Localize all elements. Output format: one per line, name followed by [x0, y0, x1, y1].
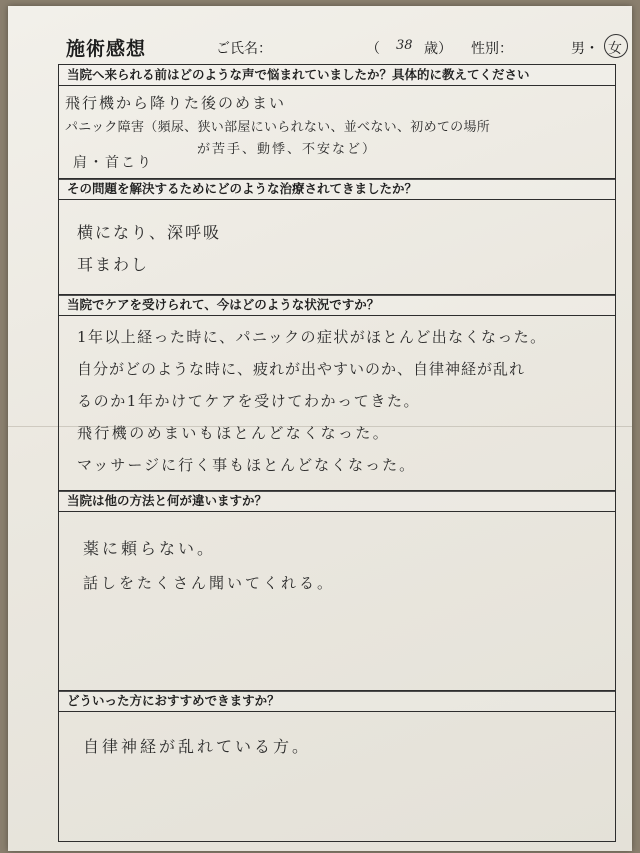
answer-line: 横になり、深呼吸 [77, 223, 222, 242]
answer-line: が苦手、動悸、不安など） [197, 142, 378, 157]
answer-line: 耳まわし [77, 255, 150, 274]
name-label: ご氏名： [216, 41, 272, 57]
answer-line: マッサージに行く事もほとんどなくなった。 [77, 456, 417, 474]
section-current-status [58, 294, 616, 492]
answer-line: パニック障害（頻尿、狭い部屋にいられない、並べない、初めての場所 [65, 120, 491, 135]
answer-line: 話しをたくさん聞いてくれる。 [83, 574, 336, 592]
age-open: （ [366, 41, 380, 57]
gender-selected: 女 [608, 41, 622, 57]
section-recommendation [58, 690, 616, 842]
question-current-status: 当院でケアを受けられて、今はどのような状況ですか？ [59, 295, 615, 316]
sheet-title: 施術感想 [66, 38, 147, 60]
answer-line: 1年以上経った時に、パニックの症状がほとんど出なくなった。 [77, 328, 547, 346]
survey-form [58, 64, 616, 844]
sheet-header [66, 34, 622, 60]
answer-line: るのか1年かけてケアを受けてわかってきた。 [77, 392, 421, 410]
section-differences [58, 490, 616, 692]
section-concerns [58, 64, 616, 180]
question-recommendation: どういった方におすすめできますか？ [59, 691, 615, 712]
question-concerns: 当院へ来られる前はどのような声で悩まれていましたか？具体的に教えてください [59, 65, 615, 86]
age-value: 38 [396, 38, 413, 53]
gender-options: 男・ [571, 41, 599, 57]
question-treatments: その問題を解決するためにどのような治療されてきましたか？ [59, 179, 615, 200]
answer-line: 薬に頼らない。 [83, 539, 217, 558]
answer-line: 飛行機のめまいもほとんどなくなった。 [77, 424, 391, 442]
age-close: 歳） [424, 41, 452, 57]
survey-sheet [8, 6, 632, 851]
answer-line: 自律神経が乱れている方。 [83, 737, 312, 756]
gender-label: 性別： [471, 41, 513, 57]
answer-line: 肩・首こり [73, 155, 153, 171]
answer-line: 自分がどのような時に、疲れが出やすいのか、自律神経が乱れ [77, 360, 526, 378]
answer-line: 飛行機から降りた後のめまい [65, 94, 287, 112]
section-treatments [58, 178, 616, 296]
question-differences: 当院は他の方法と何が違いますか？ [59, 491, 615, 512]
gender-circle-mark [604, 34, 628, 58]
